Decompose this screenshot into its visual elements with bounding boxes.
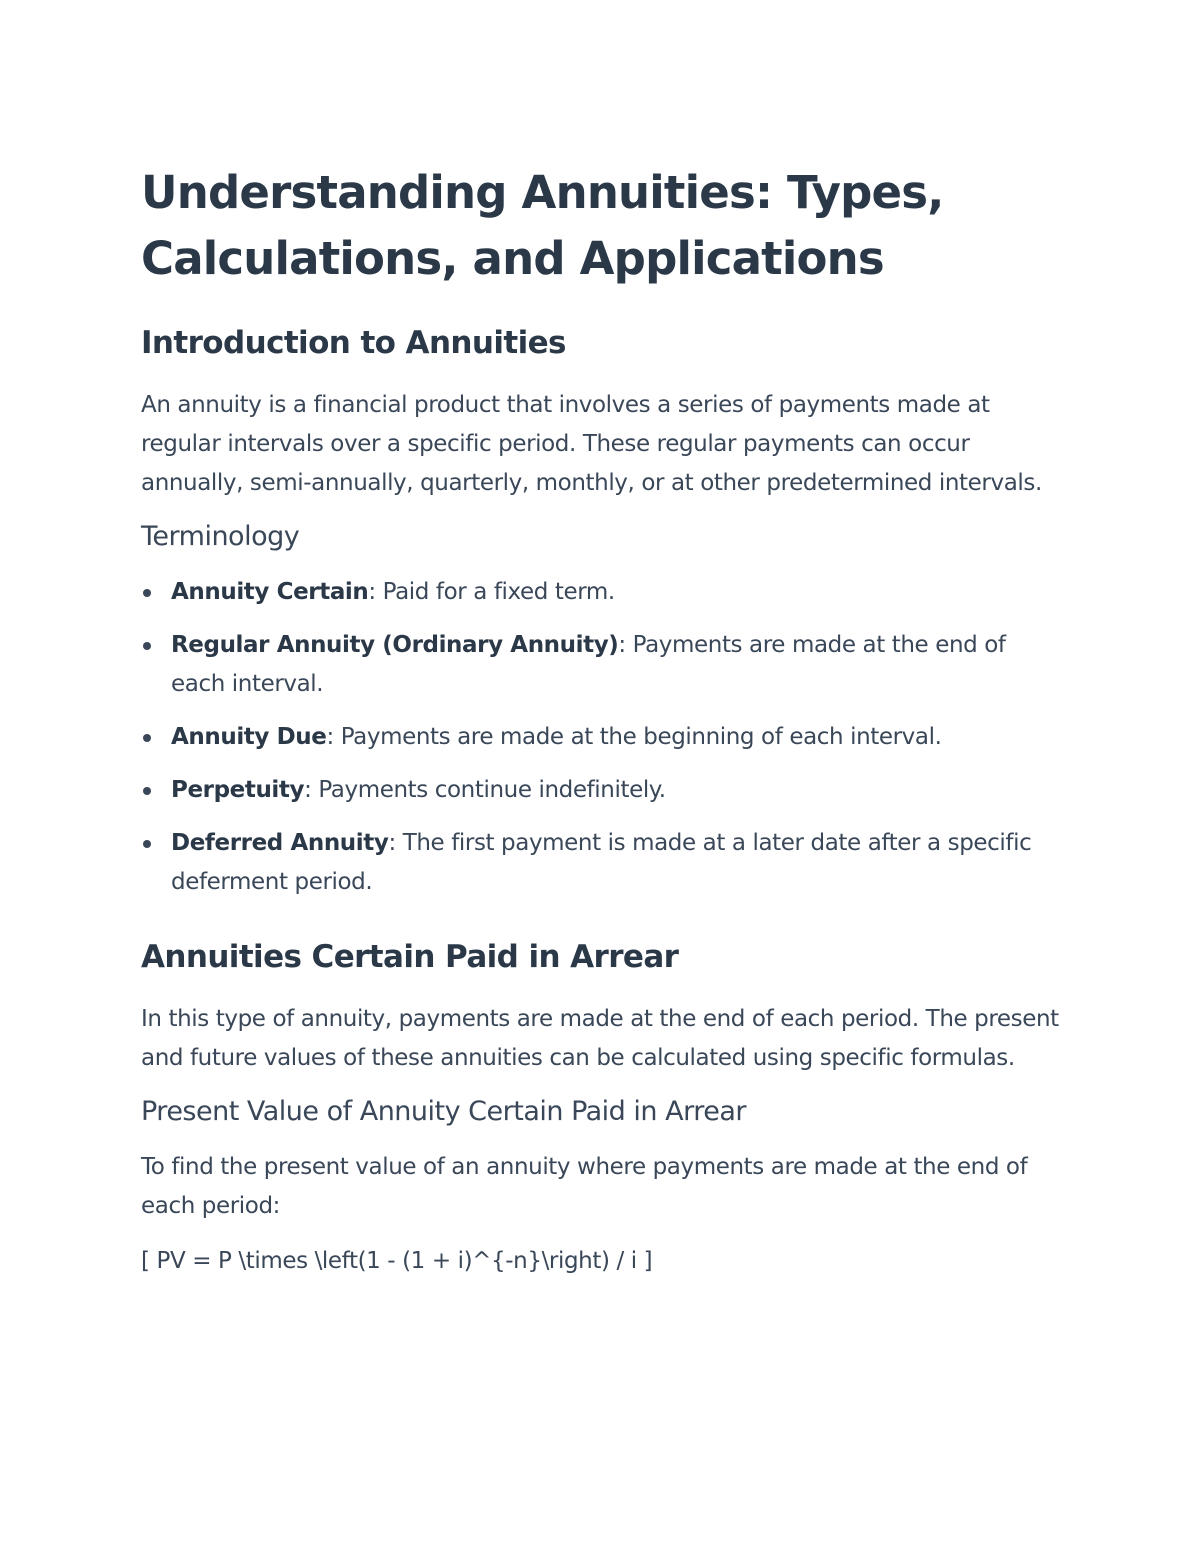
intro-heading: Introduction to Annuities — [141, 325, 566, 361]
term-definition: : The first payment is made at a later date after a specific deferment period. — [171, 830, 1032, 895]
term-label: Annuity Due — [171, 724, 327, 750]
terminology-item-annuity-certain — [141, 573, 1061, 612]
term-definition: : Payments continue indefinitely. — [304, 777, 666, 803]
term-label: Regular Annuity (Ordinary Annuity) — [171, 632, 619, 658]
bullet-icon — [143, 589, 151, 597]
term-definition: : Payments are made at the end of each interval. — [171, 632, 1006, 697]
term-label: Perpetuity — [171, 777, 305, 803]
term-label: Annuity Certain — [171, 579, 369, 605]
present-value-paragraph: To find the present value of an annuity where payments are made at the end of each period: — [141, 1154, 1028, 1219]
term-definition: : Paid for a fixed term. — [368, 579, 615, 605]
document-title: Understanding Annuities: Types, Calculations, and Applications — [141, 166, 944, 285]
terminology-list — [141, 573, 1061, 902]
terminology-heading: Terminology — [141, 521, 300, 552]
terminology-item-deferred-annuity — [141, 824, 1061, 902]
terminology-item-regular-annuity — [141, 626, 1061, 704]
arrear-heading: Annuities Certain Paid in Arrear — [141, 939, 679, 975]
terminology-item-annuity-due — [141, 718, 1061, 757]
arrear-paragraph: In this type of annuity, payments are made at the end of each period. The present and future values of these annuities can be calculated using specific formulas. — [141, 1006, 1059, 1071]
present-value-formula: [ PV = P \times \left(1 - (1 + i)^{-n}\right) / i ] — [141, 1248, 653, 1274]
bullet-icon — [143, 734, 151, 742]
bullet-icon — [143, 787, 151, 795]
bullet-icon — [143, 642, 151, 650]
document-page — [141, 160, 1061, 1297]
bullet-icon — [143, 840, 151, 848]
present-value-heading: Present Value of Annuity Certain Paid in Arrear — [141, 1096, 746, 1127]
terminology-item-perpetuity — [141, 771, 1061, 810]
term-label: Deferred Annuity — [171, 830, 389, 856]
term-definition: : Payments are made at the beginning of each interval. — [326, 724, 942, 750]
intro-paragraph: An annuity is a financial product that involves a series of payments made at regular intervals over a specific period. These regular payments can occur annually, semi-annually, quarterly, monthly, or at other predetermined intervals. — [141, 392, 1042, 496]
